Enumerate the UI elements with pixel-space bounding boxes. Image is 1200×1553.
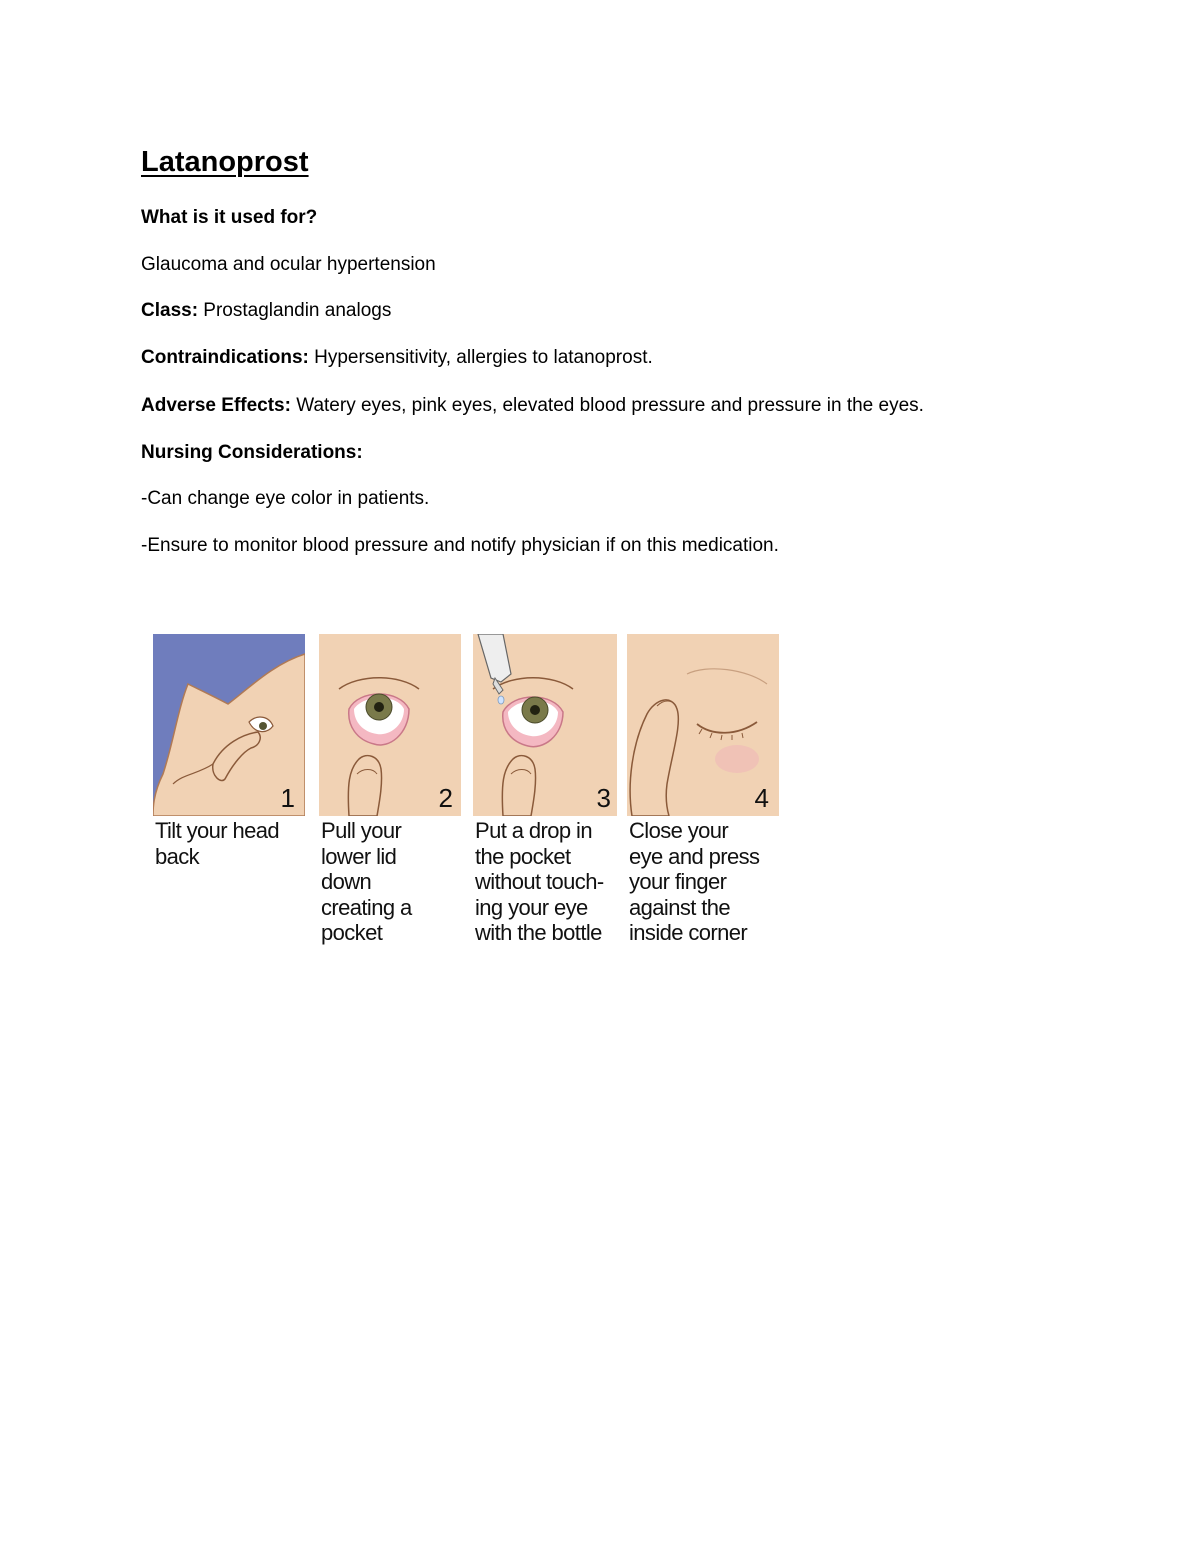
- nursing-item-eye-color: -Can change eye color in patients.: [141, 488, 430, 509]
- step-2-image: [319, 634, 471, 816]
- class-label: Class:: [141, 300, 199, 321]
- step-3-caption: Put a drop in the pocket without touch- ing your eye with the bottle: [475, 818, 604, 945]
- step-1-image: [153, 634, 305, 816]
- used-for-heading: [141, 206, 317, 230]
- adverse-effects-line: [141, 394, 924, 418]
- used-for-text: Glaucoma and ocular hypertension: [141, 254, 436, 275]
- class-line: [141, 299, 391, 323]
- step-4-number: 4: [754, 783, 769, 813]
- step-4-caption: Close your eye and press your finger against the inside corner: [629, 818, 760, 945]
- step-4-image: [627, 634, 779, 816]
- adverse-effects-label: Adverse Effects:: [141, 395, 291, 416]
- nursing-considerations-label: Nursing Considerations:: [141, 442, 363, 463]
- contraindications-value: Hypersensitivity, allergies to latanoprost.: [308, 347, 653, 368]
- contraindications-line: [141, 346, 653, 370]
- step-2-number: 2: [438, 783, 453, 813]
- eye-drop-instructions-illustration: [153, 634, 783, 950]
- nursing-considerations-heading: [141, 441, 363, 465]
- step-3-number: 3: [596, 783, 611, 813]
- step-1-caption: Tilt your head back: [155, 818, 280, 869]
- step-3-image: [473, 634, 625, 816]
- contraindications-label: Contraindications:: [141, 347, 309, 368]
- adverse-effects-value: Watery eyes, pink eyes, elevated blood pressure and pressure in the eyes.: [290, 395, 924, 416]
- step-2-caption: Pull your lower lid down creating a pocket: [321, 818, 412, 945]
- class-value: Prostaglandin analogs: [198, 300, 392, 321]
- document-title: Latanoprost: [141, 146, 309, 178]
- used-for-label: What is it used for?: [141, 207, 318, 228]
- nursing-item-blood-pressure: -Ensure to monitor blood pressure and notify physician if on this medication.: [141, 535, 779, 556]
- step-1-number: 1: [280, 783, 295, 813]
